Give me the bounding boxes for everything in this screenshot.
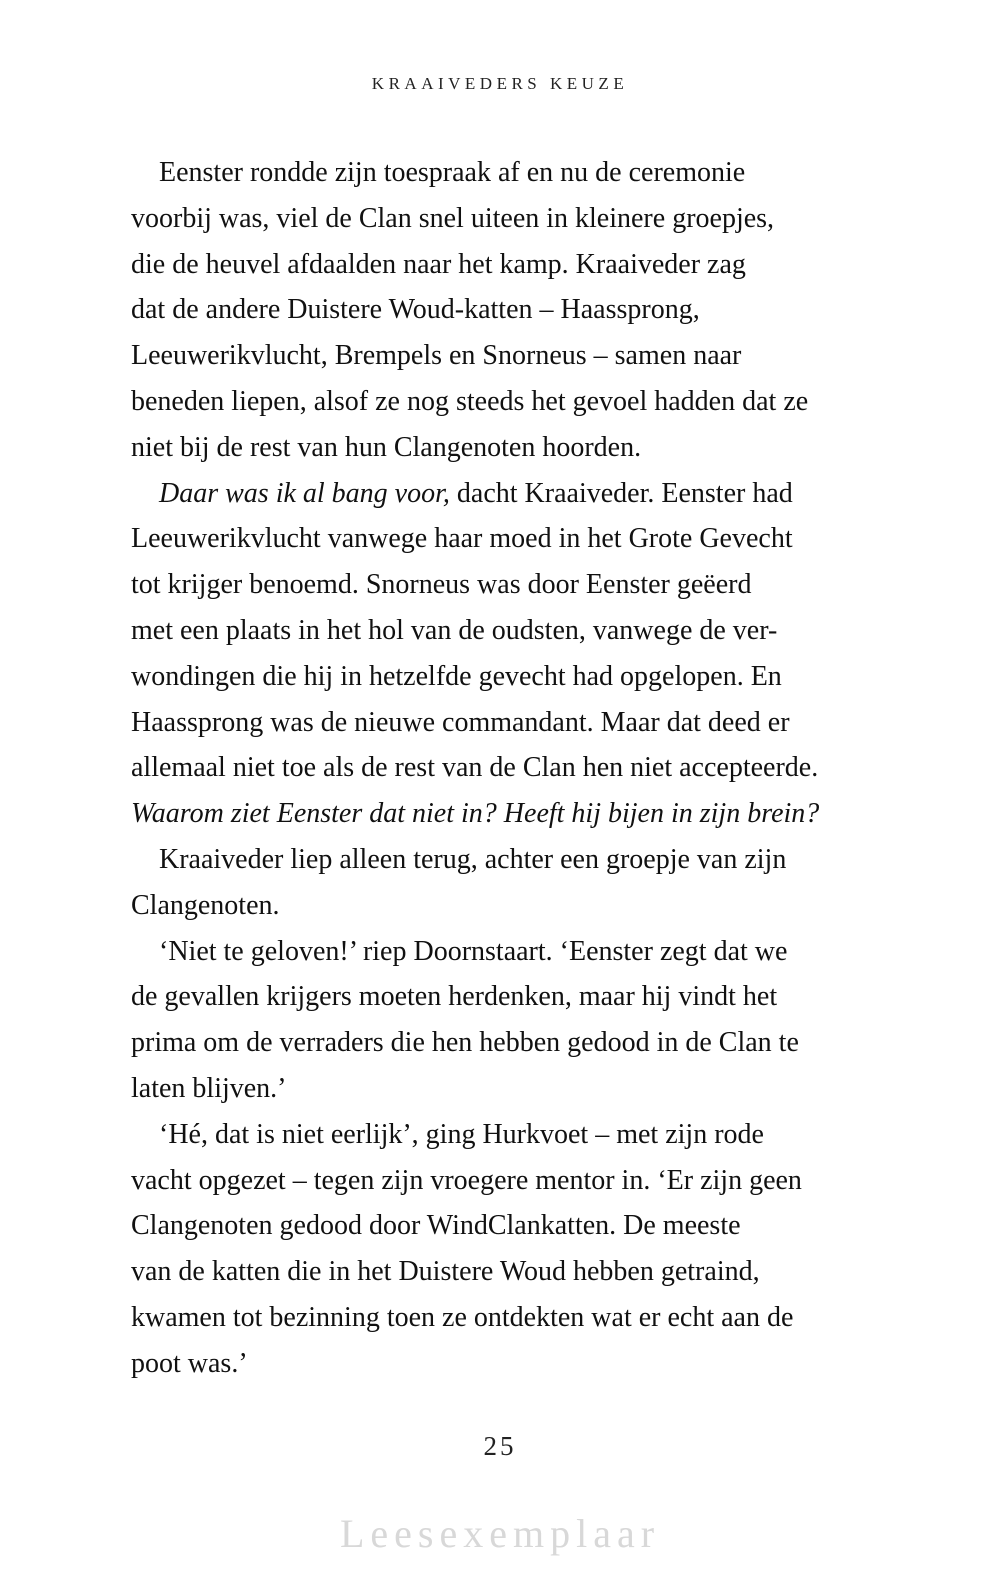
running-head: KRAAIVEDERS KEUZE (371, 74, 629, 93)
text-line: die de heuvel afdaalden naar het kamp. Kraaiveder zag (131, 248, 746, 280)
text-line: Eenster rondde zijn toespraak af en nu de ceremonie (159, 157, 746, 188)
text-line: Clangenoten gedood door WindClankatten. De meeste (131, 1210, 741, 1242)
text-line: van de katten die in het Duistere Woud hebben getraind, (131, 1256, 760, 1288)
text-line: poot was.’ (131, 1347, 248, 1379)
text-line: Clangenoten. (131, 889, 280, 921)
text-line: Kraaiveder liep alleen terug, achter een groepje van zijn (159, 843, 787, 875)
text-line: wondingen die hij in hetzelfde gevecht had opgelopen. En (131, 660, 782, 692)
text-line: laten blijven.’ (131, 1072, 287, 1104)
italic-thought: Waarom ziet Eenster dat niet in? Heeft hij bijen in zijn brein? (131, 798, 820, 830)
text-line: vacht opgezet – tegen zijn vroegere mentor in. ‘Er zijn geen (131, 1164, 802, 1196)
text-line: ‘Hé, dat is niet eerlijk’, ging Hurkvoet – met zijn rode (159, 1118, 764, 1150)
body-text (131, 150, 891, 1387)
text-line (131, 471, 891, 517)
watermark: Leesexemplaar (339, 1511, 661, 1556)
text-line: Leeuwerikvlucht, Brempels en Snorneus – samen naar (131, 340, 742, 372)
text-line: Haassprong was de nieuwe commandant. Maar dat deed er (131, 706, 790, 738)
text-line: voorbij was, viel de Clan snel uiteen in kleinere groepjes, (131, 202, 775, 234)
text-line: met een plaats in het hol van de oudsten, vanwege de ver- (131, 614, 778, 646)
italic-thought: Daar was ik al bang voor, (159, 477, 450, 509)
text-line: kwamen tot bezinning toen ze ontdekten wat er echt aan de (131, 1301, 794, 1333)
page-number: 25 (483, 1431, 517, 1461)
text-line: prima om de verraders die hen hebben gedood in de Clan te (131, 1027, 799, 1059)
text-line: niet bij de rest van hun Clangenoten hoorden. (131, 431, 642, 463)
text-line: Leeuwerikvlucht vanwege haar moed in het Grote Gevecht (131, 523, 793, 555)
text-line: allemaal niet toe als de rest van de Clan hen niet accepteerde. (131, 752, 819, 784)
text-line: beneden liepen, alsof ze nog steeds het gevoel hadden dat ze (131, 385, 809, 417)
text-fragment: dacht Kraaiveder. Eenster had (449, 477, 793, 509)
text-line: dat de andere Duistere Woud-katten – Haassprong, (131, 294, 700, 326)
text-line: ‘Niet te geloven!’ riep Doornstaart. ‘Eenster zegt dat we (159, 935, 788, 967)
text-line: de gevallen krijgers moeten herdenken, maar hij vindt het (131, 981, 778, 1013)
text-line: tot krijger benoemd. Snorneus was door Eenster geëerd (131, 569, 752, 601)
